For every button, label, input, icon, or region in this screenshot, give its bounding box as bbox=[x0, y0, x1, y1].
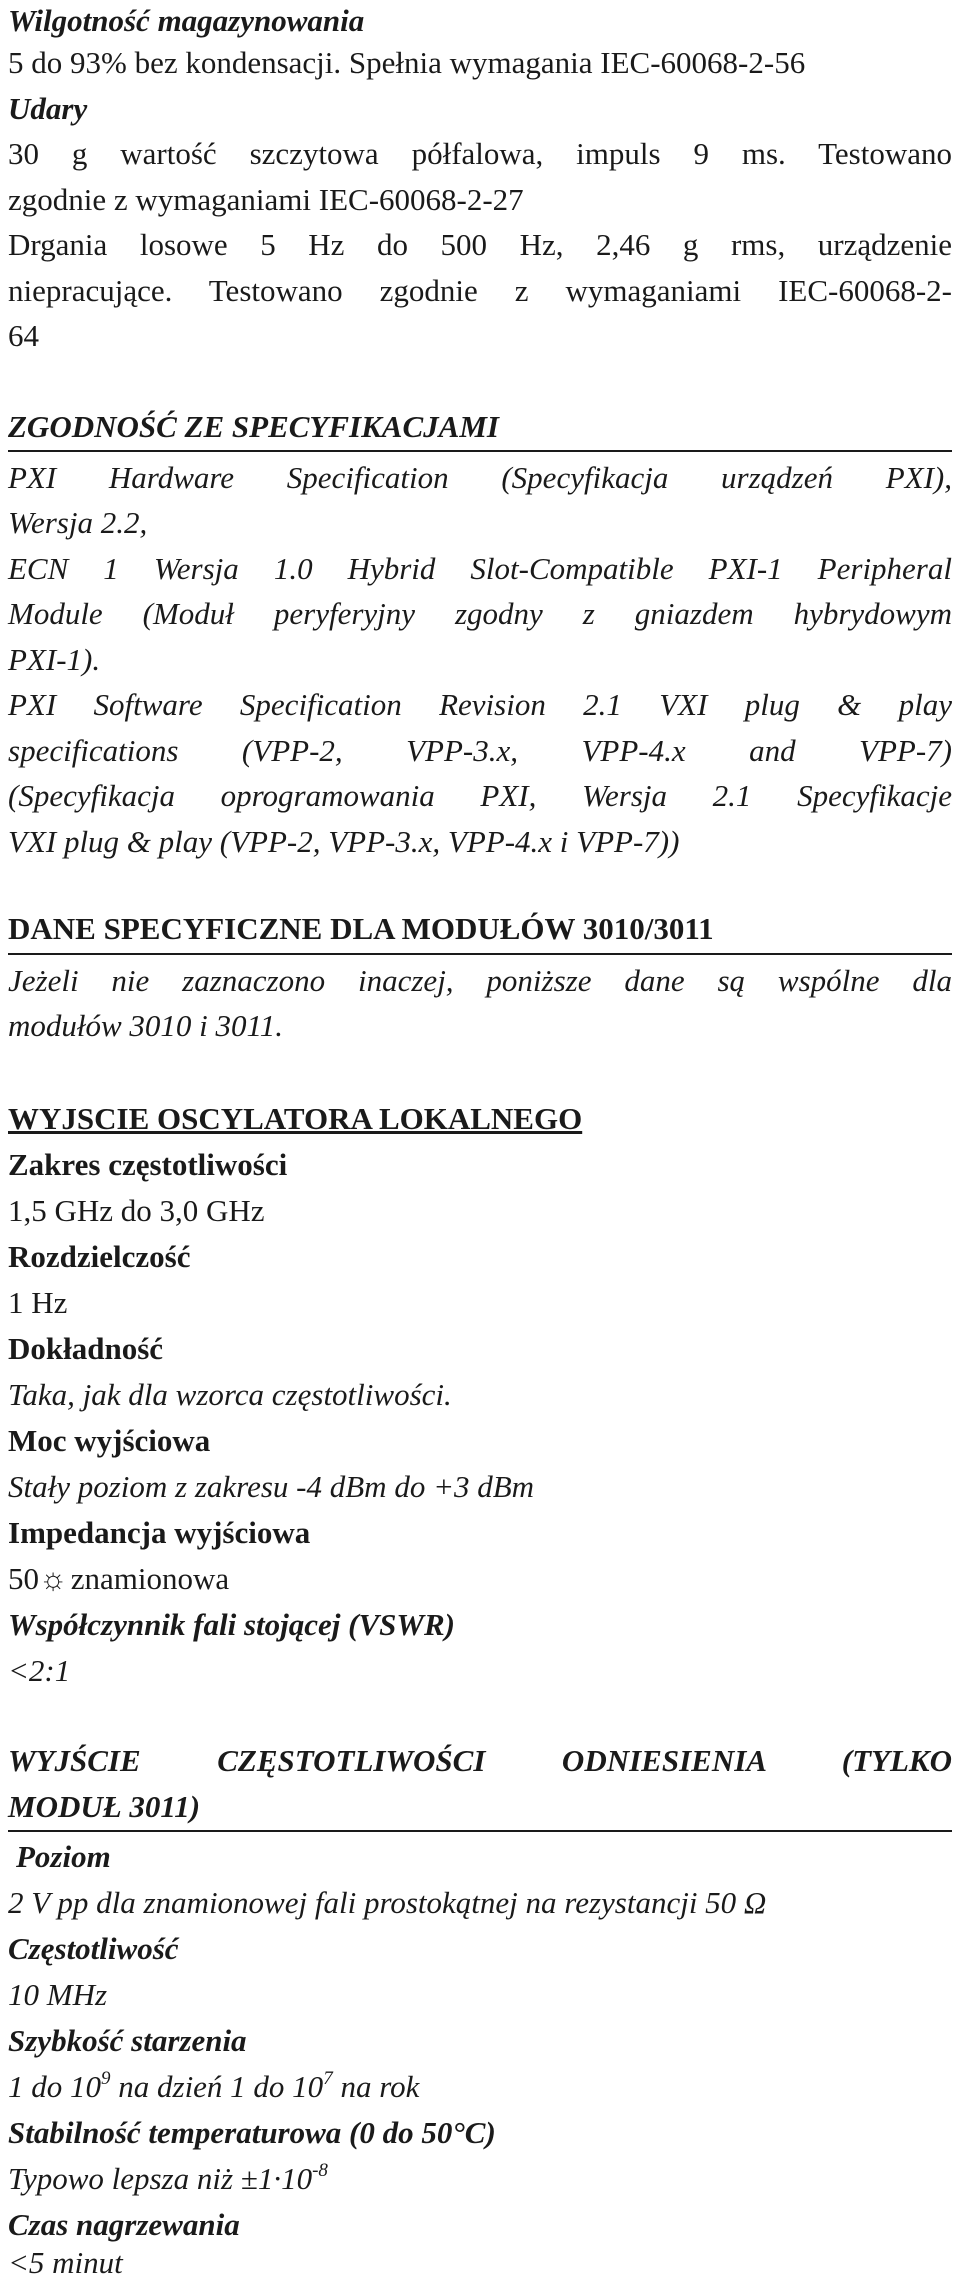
ref-aging-part-b: na dzień 1 do 10 bbox=[110, 2069, 324, 2104]
lo-vswr-value: <2:1 bbox=[8, 1653, 71, 1688]
lo-impedance-label: Impedancja wyjściowa bbox=[8, 1515, 311, 1550]
ref-warmup-value: <5 minut bbox=[8, 2245, 123, 2280]
shock-line-4: niepracujące. Testowano zgodnie z wymaganiami IEC-60068-2- bbox=[8, 273, 952, 308]
ref-aging-exp-a: 9 bbox=[101, 2067, 111, 2089]
compliance-line-2: Wersja 2.2, bbox=[8, 505, 148, 540]
compliance-line-8: (Specyfikacja oprogramowania PXI, Wersja 2.1 Specyfikacje bbox=[8, 778, 952, 813]
lo-vswr-label: Współczynnik fali stojącej (VSWR) bbox=[8, 1607, 455, 1642]
lo-impedance-value bbox=[8, 1558, 952, 1600]
compliance-line-6: PXI Software Specification Revision 2.1 VXI plug & play bbox=[8, 687, 952, 722]
compliance-line-7: specifications (VPP-2, VPP-3.x, VPP-4.x and VPP-7) bbox=[8, 733, 952, 768]
compliance-line-9: VXI plug & play (VPP-2, VPP-3.x, VPP-4.x i VPP-7)) bbox=[8, 824, 680, 859]
lo-power-label: Moc wyjściowa bbox=[8, 1423, 211, 1458]
lo-impedance-suffix: znamionowa bbox=[70, 1561, 230, 1596]
compliance-line-4: Module (Moduł peryferyjny zgodny z gniazdem hybrydowym bbox=[8, 596, 952, 631]
ref-output-heading-line-1: WYJŚCIE CZĘSTOTLIWOŚCI ODNIESIENIA (TYLKO bbox=[8, 1743, 952, 1778]
ref-aging-exp-b: 7 bbox=[323, 2067, 333, 2089]
ref-level-value: 2 V pp dla znamionowej fali prostokątnej na rezystancji 50 Ω bbox=[8, 1885, 767, 1920]
module-specific-line-1: Jeżeli nie zaznaczono inaczej, poniższe dane są wspólne dla bbox=[8, 963, 952, 998]
compliance-line-3: ECN 1 Wersja 1.0 Hybrid Slot-Compatible PXI-1 Peripheral bbox=[8, 551, 952, 586]
shock-line-2: zgodnie z wymaganiami IEC-60068-2-27 bbox=[8, 182, 524, 217]
shock-heading: Udary bbox=[8, 91, 88, 126]
storage-humidity-heading: Wilgotność magazynowania bbox=[8, 3, 365, 38]
module-specific-line-2: modułów 3010 i 3011. bbox=[8, 1008, 283, 1043]
lo-resolution-value: 1 Hz bbox=[8, 1285, 68, 1320]
compliance-heading: ZGODNOŚĆ ZE SPECYFIKACJAMI bbox=[8, 409, 499, 444]
lo-freq-range-label: Zakres częstotliwości bbox=[8, 1147, 288, 1182]
lo-freq-range-value: 1,5 GHz do 3,0 GHz bbox=[8, 1193, 265, 1228]
ref-warmup-label: Czas nagrzewania bbox=[8, 2207, 240, 2242]
storage-humidity-text: 5 do 93% bez kondensacji. Spełnia wymagania IEC-60068-2-56 bbox=[8, 45, 806, 80]
ref-temp-label: Stabilność temperaturowa (0 do 50°C) bbox=[8, 2115, 496, 2150]
compliance-line-1: PXI Hardware Specification (Specyfikacja urządzeń PXI), bbox=[8, 460, 952, 495]
ref-frequency-label: Częstotliwość bbox=[8, 1931, 179, 1966]
ref-aging-value bbox=[8, 2066, 952, 2108]
compliance-line-5: PXI-1). bbox=[8, 642, 101, 677]
module-specific-divider bbox=[8, 953, 952, 955]
shock-line-5: 64 bbox=[8, 318, 39, 353]
ref-frequency-value: 10 MHz bbox=[8, 1977, 108, 2012]
lo-impedance-number: 50 bbox=[8, 1561, 39, 1596]
ref-aging-part-a: 1 do 10 bbox=[8, 2069, 101, 2104]
module-specific-heading: DANE SPECYFICZNE DLA MODUŁÓW 3010/3011 bbox=[8, 911, 714, 946]
ref-output-heading-line-2: MODUŁ 3011) bbox=[8, 1789, 201, 1824]
ref-aging-part-c: na rok bbox=[332, 2069, 420, 2104]
lo-accuracy-label: Dokładność bbox=[8, 1331, 164, 1366]
ref-output-divider bbox=[8, 1830, 952, 1832]
shock-line-1: 30 g wartość szczytowa półfalowa, impuls 9 ms. Testowano bbox=[8, 136, 952, 171]
compliance-divider bbox=[8, 450, 952, 452]
ref-temp-value bbox=[8, 2158, 952, 2200]
ref-temp-exp: -8 bbox=[312, 2159, 328, 2181]
ref-aging-label: Szybkość starzenia bbox=[8, 2023, 247, 2058]
ohm-symbol-icon: ☼ bbox=[39, 1561, 68, 1596]
lo-resolution-label: Rozdzielczość bbox=[8, 1239, 191, 1274]
ref-temp-text: Typowo lepsza niż ±1·10 bbox=[8, 2161, 313, 2196]
lo-output-heading: WYJSCIE OSCYLATORA LOKALNEGO bbox=[8, 1101, 583, 1136]
lo-accuracy-value: Taka, jak dla wzorca częstotliwości. bbox=[8, 1377, 452, 1412]
shock-line-3: Drgania losowe 5 Hz do 500 Hz, 2,46 g rms, urządzenie bbox=[8, 227, 952, 262]
lo-power-value: Stały poziom z zakresu -4 dBm do +3 dBm bbox=[8, 1469, 535, 1504]
ref-level-label: Poziom bbox=[16, 1839, 111, 1874]
